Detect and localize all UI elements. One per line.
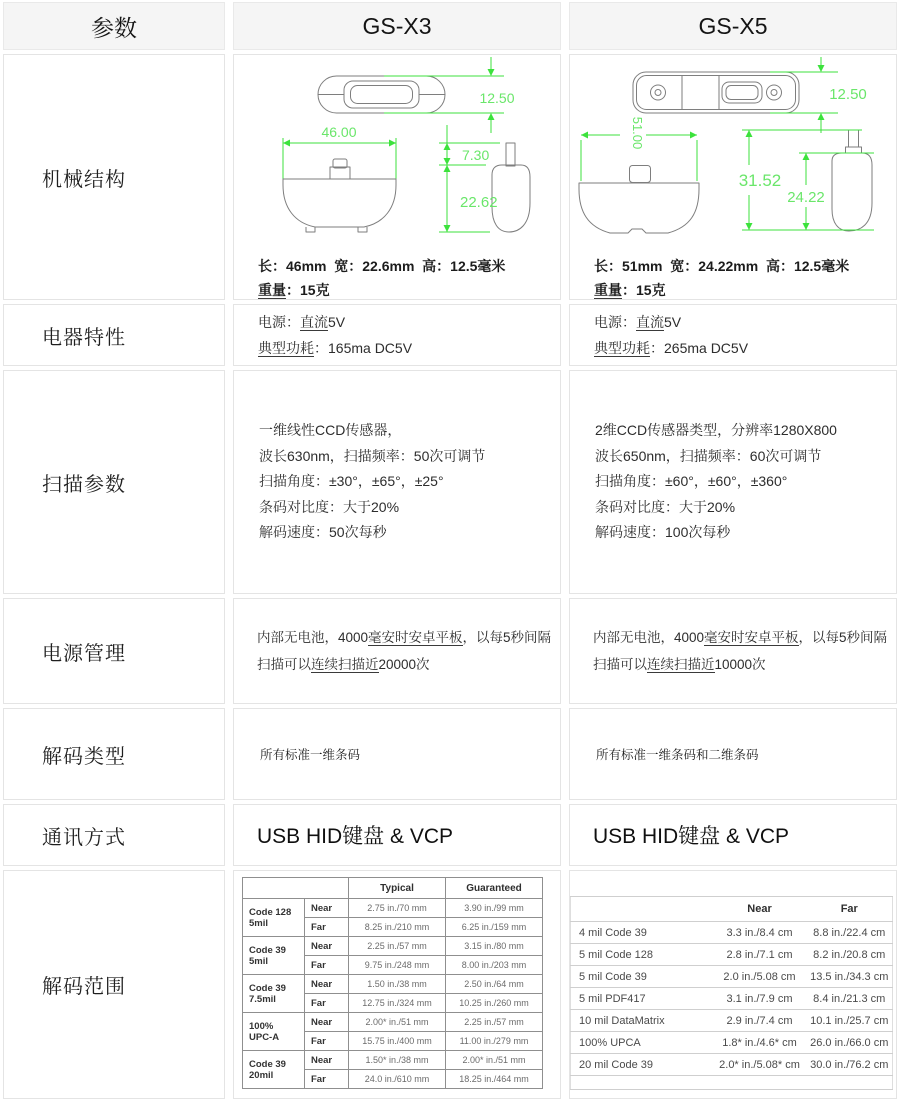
x5-dim-height-label: 12.50 <box>829 86 867 103</box>
text-segment: 连续扫描近 <box>311 657 379 672</box>
barcode-type-cell <box>243 899 305 937</box>
x5-table-row <box>571 966 893 988</box>
text-segment: 直流 <box>300 314 328 330</box>
barcode-size: 5mil <box>249 955 269 967</box>
near-value: 2.8 in./7.1 cm <box>713 944 807 966</box>
barcode-type-cell: 5 mil Code 39 <box>571 966 713 988</box>
x5-power-supply-line <box>594 309 896 335</box>
barcode-size: 5mil <box>249 917 269 929</box>
x3-weight-caption <box>258 279 560 300</box>
x3-decode-type-text: 所有标准一维条码 <box>260 748 361 762</box>
x3-dim-stub-label: 7.30 <box>462 147 490 163</box>
power-x3-cell <box>233 598 561 704</box>
row-label-decode-range <box>3 870 225 1099</box>
text-segment: ：15克 <box>622 282 666 298</box>
x3-top-view <box>318 76 445 113</box>
text-segment: ：265ma DC5V <box>650 340 749 356</box>
mechanical-x5-cell <box>569 54 897 300</box>
x3-table-header-empty <box>243 878 349 899</box>
decode-type-x5-cell <box>569 708 897 800</box>
row-label-mechanical <box>3 54 225 300</box>
x3-decode-range-table <box>242 877 543 1089</box>
x3-power-consumption-line <box>258 335 560 361</box>
row-label-text: 电器特性 <box>42 326 126 349</box>
near-label: Near <box>305 975 349 994</box>
x3-table-header: Typical <box>349 878 446 899</box>
far-label: Far <box>305 956 349 975</box>
x3-table-header: Guaranteed <box>446 878 543 899</box>
text-segment: 扫描可以 <box>593 657 647 672</box>
x3-scan-count-line <box>257 651 560 678</box>
decode-range-x3-cell <box>233 870 561 1099</box>
barcode-type-cell: 5 mil PDF417 <box>571 988 713 1010</box>
communication-x3-cell <box>233 804 561 866</box>
x5-communication-text: USB HID键盘 & VCP <box>593 825 790 848</box>
range-value: 2.25 in./57 mm <box>349 937 446 956</box>
x3-table-header-row <box>243 878 543 899</box>
barcode-type-cell: 10 mil DataMatrix <box>571 1010 713 1032</box>
x5-power-consumption-line <box>594 335 896 361</box>
x3-side-view <box>492 143 530 232</box>
range-value: 2.00* in./51 mm <box>349 1013 446 1032</box>
x5-battery-line <box>593 624 896 651</box>
near-label: Near <box>305 1051 349 1070</box>
x3-technical-drawing <box>234 55 560 253</box>
range-value: 18.25 in./464 mm <box>446 1070 543 1089</box>
x5-table-row <box>571 1032 893 1054</box>
range-value: 6.25 in./159 mm <box>446 918 543 937</box>
x5-table-spacer-row <box>571 1076 893 1090</box>
text-line: 一维线性CCD传感器， <box>259 422 402 439</box>
mechanical-x3-cell <box>233 54 561 300</box>
x5-table-row <box>571 988 893 1010</box>
header-gs-x3-label: GS-X3 <box>362 12 432 39</box>
header-param-label: 参数 <box>91 14 137 41</box>
row-label-scanning <box>3 370 225 594</box>
barcode-type-cell <box>243 1051 305 1089</box>
x5-front-view <box>579 166 699 234</box>
barcode-code: Code 39 <box>249 982 286 994</box>
barcode-type-cell: 20 mil Code 39 <box>571 1054 713 1076</box>
x5-top-view <box>633 72 799 113</box>
text-line: 解码速度：100次每秒 <box>595 524 731 541</box>
x5-table-row <box>571 922 893 944</box>
x3-dimensions-caption: 长：46mm 宽：22.6mm 高：12.5毫米 <box>258 258 506 274</box>
text-segment: 内部无电池，4000 <box>257 630 369 645</box>
x5-decode-type-text: 所有标准一维条码和二维条码 <box>596 748 759 762</box>
far-value: 8.2 in./20.8 cm <box>807 944 893 966</box>
x3-dim-length-label: 46.00 <box>321 124 357 140</box>
x5-height-dimension <box>770 57 867 133</box>
text-segment: 电源： <box>594 314 636 330</box>
scanning-x3-cell <box>233 370 561 594</box>
far-label: Far <box>305 1070 349 1089</box>
x5-side-view <box>832 130 872 231</box>
range-value: 3.90 in./99 mm <box>446 899 543 918</box>
range-value: 3.15 in./80 mm <box>446 937 543 956</box>
text-segment: ，以每5秒间隔 <box>462 630 552 645</box>
header-gs-x5-label: GS-X5 <box>698 12 768 39</box>
x3-communication-text: USB HID键盘 & VCP <box>257 825 454 848</box>
x3-table-row <box>243 937 543 956</box>
row-label-text: 解码范围 <box>42 976 126 998</box>
decode-type-x3-cell <box>233 708 561 800</box>
header-param <box>3 2 225 50</box>
barcode-type-cell <box>243 1013 305 1051</box>
x3-dim-body-label: 22.62 <box>460 194 498 211</box>
x5-dimensions-caption: 长：51mm 宽：24.22mm 高：12.5毫米 <box>594 258 850 274</box>
text-segment: ，以每5秒间隔 <box>798 630 888 645</box>
far-value: 8.4 in./21.3 cm <box>807 988 893 1010</box>
barcode-code: 100% <box>249 1020 274 1032</box>
barcode-type-cell: 5 mil Code 128 <box>571 944 713 966</box>
far-label: Far <box>305 1032 349 1051</box>
electrical-x5-cell <box>569 304 897 366</box>
text-line: 扫描角度：±30°，±65°，±25° <box>259 473 444 490</box>
x5-table-header-row <box>571 897 893 922</box>
barcode-size: 7.5mil <box>249 993 276 1005</box>
x5-table-header-empty <box>571 897 713 922</box>
text-segment: 重量 <box>258 282 286 298</box>
range-value: 2.25 in./57 mm <box>446 1013 543 1032</box>
row-label-text: 通讯方式 <box>42 826 126 849</box>
row-label-text: 扫描参数 <box>42 473 126 496</box>
row-label-text: 机械结构 <box>42 168 126 191</box>
row-label-communication <box>3 804 225 866</box>
text-segment: ：15克 <box>286 282 330 298</box>
range-value: 24.0 in./610 mm <box>349 1070 446 1089</box>
text-segment: 5V <box>664 314 682 330</box>
far-label: Far <box>305 918 349 937</box>
text-segment: 重量 <box>594 282 622 298</box>
text-segment: 扫描可以 <box>257 657 311 672</box>
far-value: 26.0 in./66.0 cm <box>807 1032 893 1054</box>
barcode-code: Code 39 <box>249 944 286 956</box>
x5-weight-caption <box>594 279 896 300</box>
barcode-size: 20mil <box>249 1069 274 1081</box>
x3-power-supply-line <box>258 309 560 335</box>
text-segment: 毫安时安卓平板 <box>704 630 799 645</box>
x3-front-view <box>283 159 396 232</box>
text-line: 2维CCD传感器类型，分辨率1280X800 <box>595 422 837 439</box>
text-segment: 连续扫描近 <box>647 657 715 672</box>
power-x5-cell <box>569 598 897 704</box>
text-segment: 10000次 <box>714 657 766 672</box>
x5-table-row <box>571 1010 893 1032</box>
x3-length-dimension <box>283 124 396 179</box>
barcode-code: Code 39 <box>249 1058 286 1070</box>
x5-dim-length-label: 51.00 <box>630 116 645 150</box>
x3-height-dimension <box>384 57 515 133</box>
near-value: 1.8* in./4.6* cm <box>713 1032 807 1054</box>
range-value: 15.75 in./400 mm <box>349 1032 446 1051</box>
text-segment: 毫安时安卓平板 <box>368 630 463 645</box>
range-value: 10.25 in./260 mm <box>446 994 543 1013</box>
x5-dim-total-label: 31.52 <box>738 171 782 190</box>
decode-range-x5-cell <box>569 870 897 1099</box>
text-segment: 直流 <box>636 314 664 330</box>
x5-decode-range-table <box>570 896 893 1090</box>
text-segment: 典型功耗 <box>594 340 650 356</box>
range-value: 2.00* in./51 mm <box>446 1051 543 1070</box>
far-value: 8.8 in./22.4 cm <box>807 922 893 944</box>
far-value: 10.1 in./25.7 cm <box>807 1010 893 1032</box>
range-value: 8.00 in./203 mm <box>446 956 543 975</box>
near-label: Near <box>305 899 349 918</box>
text-line: 波长650nm，扫描频率：60次可调节 <box>595 447 822 464</box>
text-segment: ：165ma DC5V <box>314 340 413 356</box>
near-value: 3.3 in./8.4 cm <box>713 922 807 944</box>
row-label-power <box>3 598 225 704</box>
text-segment: 20000次 <box>378 657 430 672</box>
text-segment: 电源： <box>258 314 300 330</box>
near-value: 2.0 in./5.08 cm <box>713 966 807 988</box>
communication-x5-cell <box>569 804 897 866</box>
scanning-x5-cell <box>569 370 897 594</box>
row-label-text: 电源管理 <box>42 642 126 665</box>
far-label: Far <box>305 994 349 1013</box>
spacer-cell <box>571 1076 893 1090</box>
text-line: 条码对比度：大于20% <box>595 498 736 515</box>
text-segment: 内部无电池，4000 <box>593 630 705 645</box>
x5-dim-body-label: 24.22 <box>787 189 825 206</box>
x5-table-header: Near <box>713 897 807 922</box>
near-label: Near <box>305 1013 349 1032</box>
x5-table-header: Far <box>807 897 893 922</box>
near-value: 2.9 in./7.4 cm <box>713 1010 807 1032</box>
electrical-x3-cell <box>233 304 561 366</box>
barcode-type-cell: 4 mil Code 39 <box>571 922 713 944</box>
far-value: 13.5 in./34.3 cm <box>807 966 893 988</box>
barcode-type-cell <box>243 937 305 975</box>
x3-table-row <box>243 1013 543 1032</box>
x3-battery-line <box>257 624 560 651</box>
range-value: 2.50 in./64 mm <box>446 975 543 994</box>
text-line: 扫描角度：±60°，±60°，±360° <box>595 473 788 490</box>
text-segment: 5V <box>328 314 346 330</box>
x5-body-height-dimension <box>787 153 874 230</box>
text-line: 波长630nm，扫描频率：50次可调节 <box>259 447 486 464</box>
near-label: Near <box>305 937 349 956</box>
x5-table-row <box>571 944 893 966</box>
barcode-type-cell: 100% UPCA <box>571 1032 713 1054</box>
text-line: 解码速度：50次每秒 <box>259 524 387 541</box>
x5-table-row <box>571 1054 893 1076</box>
range-value: 2.75 in./70 mm <box>349 899 446 918</box>
near-value: 2.0* in./5.08* cm <box>713 1054 807 1076</box>
range-value: 8.25 in./210 mm <box>349 918 446 937</box>
x3-table-row <box>243 1051 543 1070</box>
near-value: 3.1 in./7.9 cm <box>713 988 807 1010</box>
range-value: 1.50 in./38 mm <box>349 975 446 994</box>
range-value: 1.50* in./38 mm <box>349 1051 446 1070</box>
text-segment: 典型功耗 <box>258 340 314 356</box>
x5-length-dimension <box>581 117 697 181</box>
far-value: 30.0 in./76.2 cm <box>807 1054 893 1076</box>
header-gs-x3 <box>233 2 561 50</box>
x5-scan-count-line <box>593 651 896 678</box>
barcode-size: UPC-A <box>249 1031 280 1043</box>
x3-dim-height-label: 12.50 <box>479 90 515 106</box>
row-label-electrical <box>3 304 225 366</box>
x3-table-row <box>243 975 543 994</box>
header-gs-x5 <box>569 2 897 50</box>
text-line: 条码对比度：大于20% <box>259 498 400 515</box>
range-value: 12.75 in./324 mm <box>349 994 446 1013</box>
range-value: 11.00 in./279 mm <box>446 1032 543 1051</box>
row-label-text: 解码类型 <box>42 745 126 768</box>
x5-technical-drawing <box>570 55 896 253</box>
x3-table-row <box>243 899 543 918</box>
row-label-decode-type <box>3 708 225 800</box>
x3-body-dimension <box>439 165 498 232</box>
barcode-type-cell <box>243 975 305 1013</box>
range-value: 9.75 in./248 mm <box>349 956 446 975</box>
barcode-code: Code 128 <box>249 906 292 918</box>
